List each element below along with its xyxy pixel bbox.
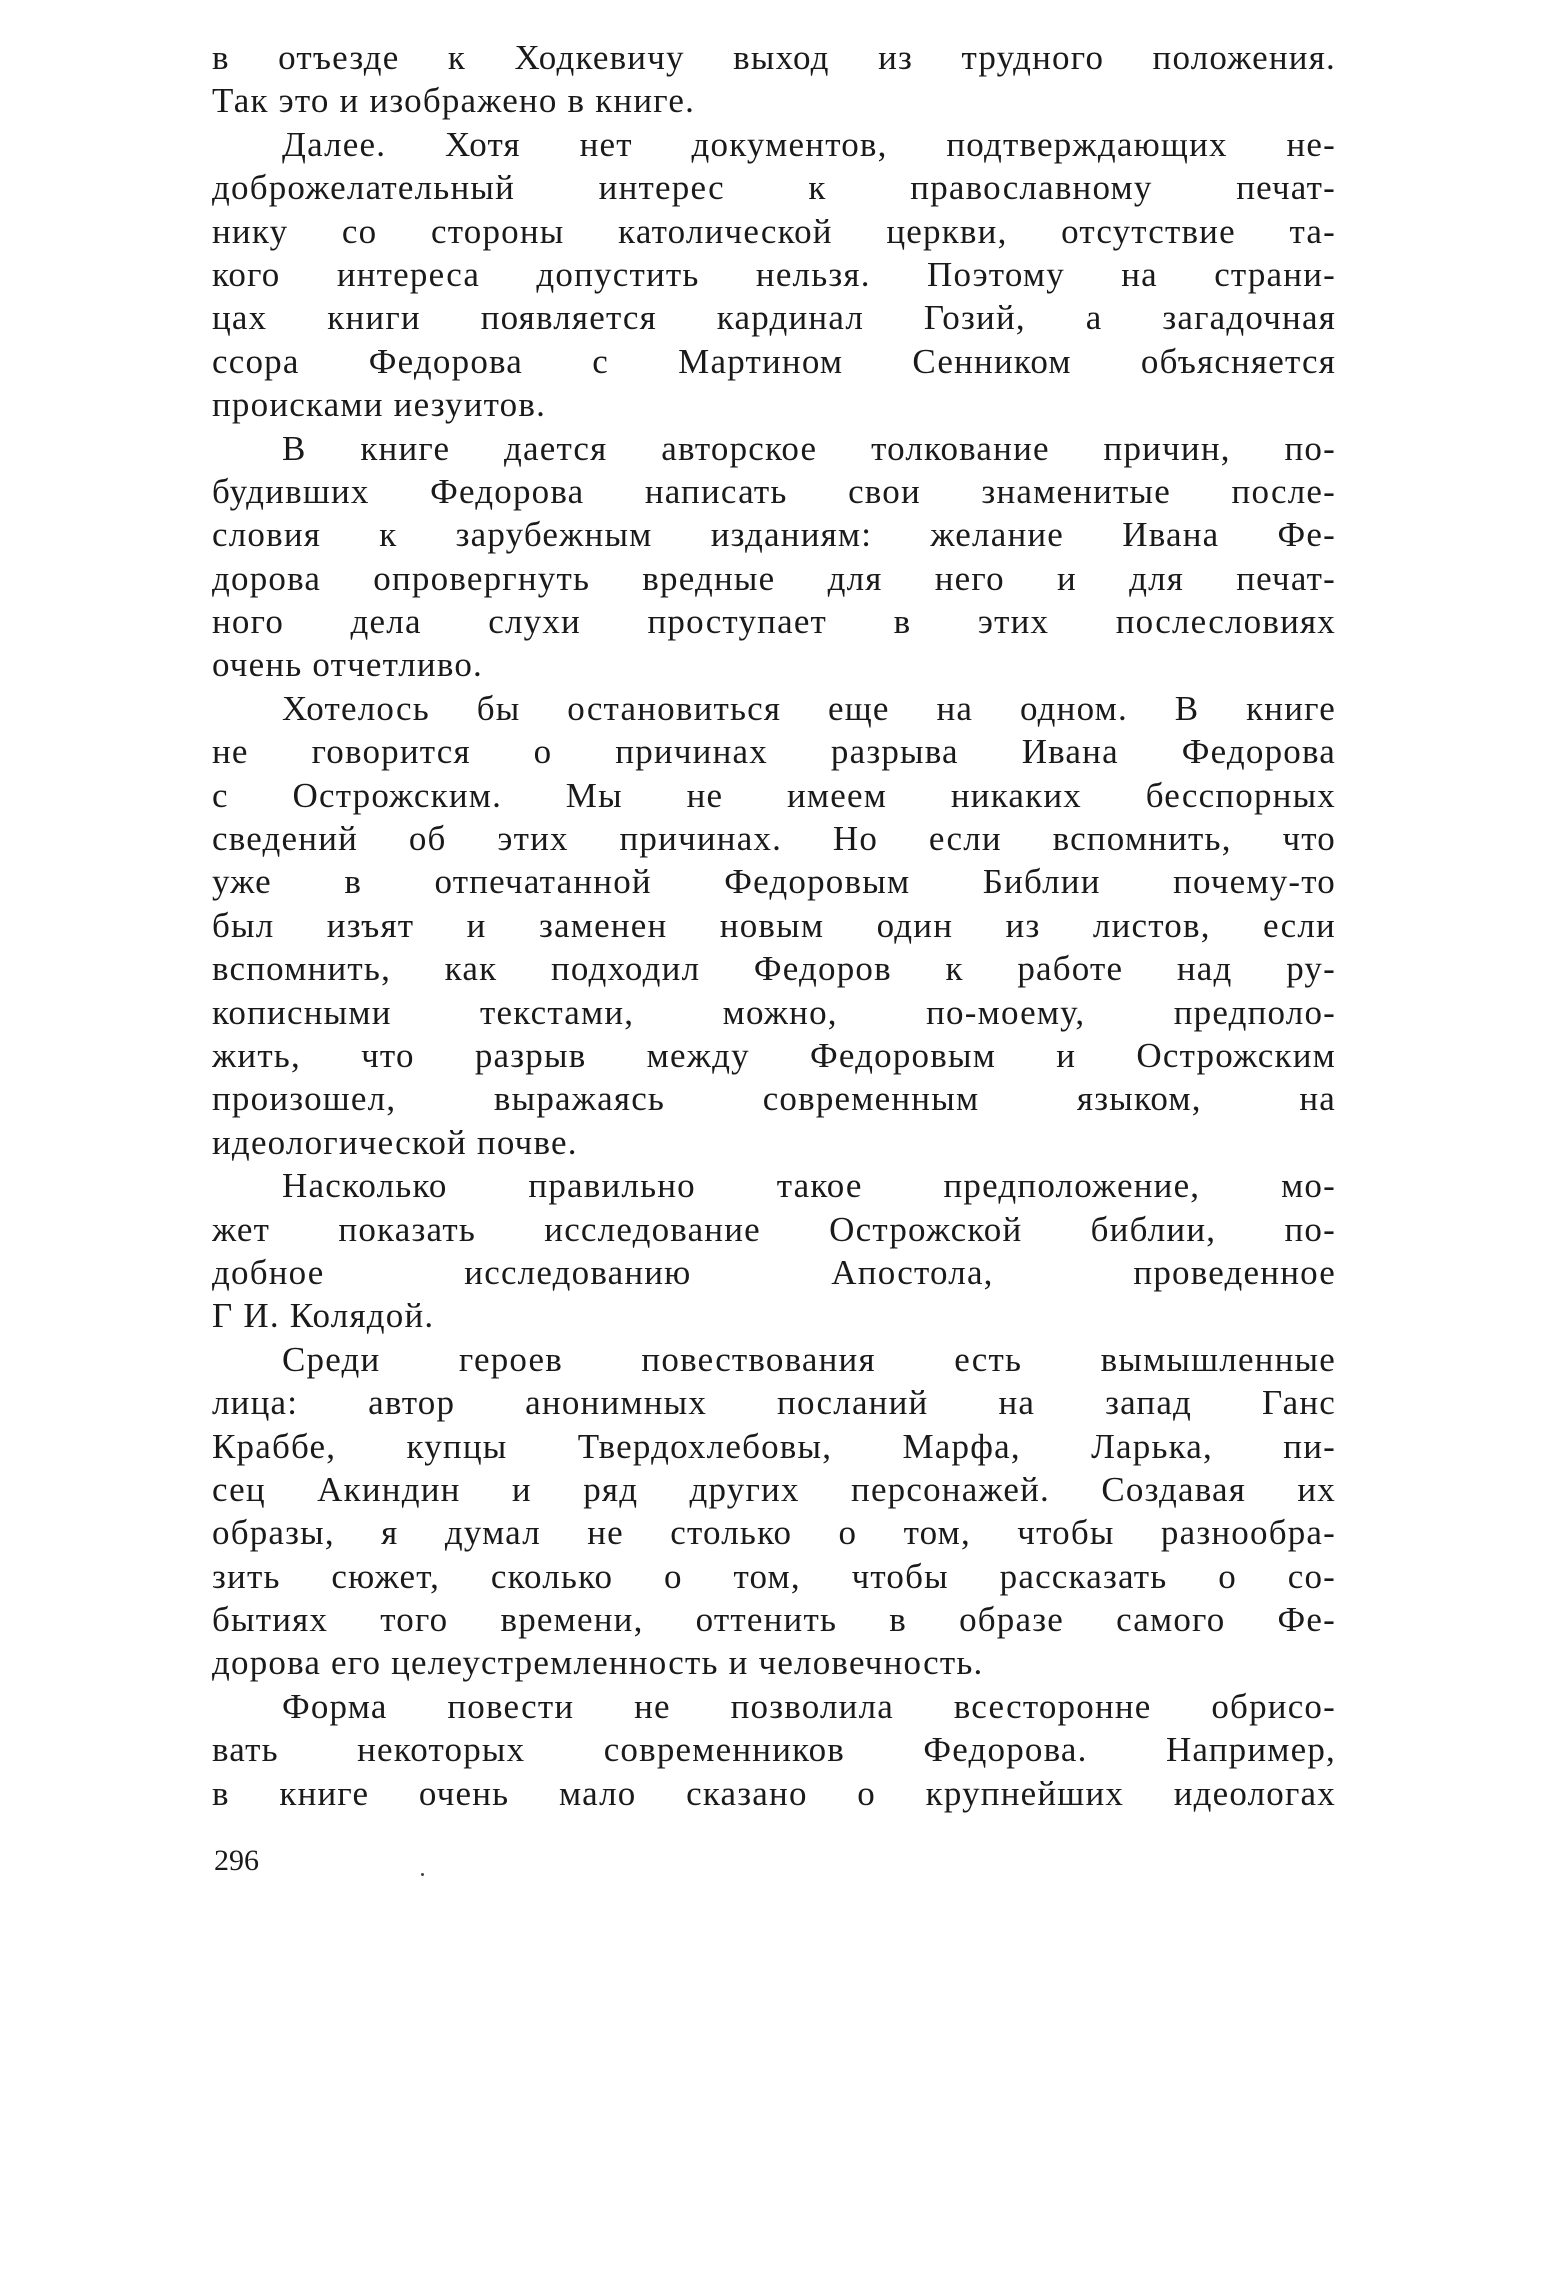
text-line: Хотелось бы остановиться еще на одном. В книге (282, 688, 1336, 728)
text-line: зить сюжет, сколько о том, чтобы рассказать о со- (212, 1556, 1336, 1596)
text-line: кого интереса допустить нельзя. Поэтому на страни- (212, 254, 1336, 294)
text-line: Форма повести не позволила всесторонне обрисо- (282, 1686, 1336, 1726)
text-line: сведений об этих причинах. Но если вспомнить, что (212, 819, 1336, 859)
text-line: произошел, выражаясь современным языком, на (212, 1079, 1336, 1119)
text-line: нику со стороны католической церкви, отсутствие та- (212, 211, 1336, 251)
text-line: ссора Федорова с Мартином Сенником объясняется (212, 341, 1336, 381)
page-number: 296 (214, 1844, 259, 1877)
text-line: жить, что разрыв между Федоровым и Острожским (212, 1035, 1336, 1075)
text-line: кописными текстами, можно, по-моему, предполо- (212, 992, 1336, 1032)
text-line: очень отчетливо. (212, 645, 484, 685)
text-line: сец Акиндин и ряд других персонажей. Создавая их (212, 1469, 1336, 1509)
text-line: доброжелательный интерес к православному печат- (212, 168, 1336, 208)
text-line: будивших Федорова написать свои знаменитые после- (212, 471, 1336, 511)
text-line: Г И. Колядой. (212, 1296, 435, 1336)
text-line: ного дела слухи проступает в этих послесловиях (212, 602, 1336, 642)
text-line: был изъят и заменен новым один из листов, если (212, 905, 1336, 945)
text-line: Краббе, купцы Твердохлебовы, Марфа, Ларька, пи- (212, 1426, 1336, 1466)
text-line: вспомнить, как подходил Федоров к работе над ру- (212, 949, 1336, 989)
text-line: дорова его целеустремленность и человечность. (212, 1643, 984, 1683)
print-speck (421, 1873, 424, 1876)
text-line: образы, я думал не столько о том, чтобы разнообра- (212, 1513, 1336, 1553)
text-line: в книге очень мало сказано о крупнейших идеологах (212, 1773, 1336, 1813)
text-line: вать некоторых современников Федорова. Например, (212, 1730, 1336, 1770)
text-line: в отъезде к Ходкевичу выход из трудного положения. (212, 38, 1336, 77)
text-line: В книге дается авторское толкование причин, по- (282, 428, 1336, 468)
text-line: уже в отпечатанной Федоровым Библии почему-то (212, 862, 1336, 902)
text-line: словия к зарубежным изданиям: желание Ивана Фе- (212, 515, 1336, 555)
text-line: происками иезуитов. (212, 385, 547, 425)
text-line: жет показать исследование Острожской библии, по- (212, 1209, 1336, 1249)
text-line: дорова опровергнуть вредные для него и для печат- (212, 558, 1336, 598)
text-line: добное исследованию Апостола, проведенное (212, 1252, 1336, 1292)
body-text (212, 36, 1336, 1815)
text-line: идеологической почве. (212, 1122, 578, 1162)
text-line: не говорится о причинах разрыва Ивана Федорова (212, 732, 1336, 772)
text-line: лица: автор анонимных посланий на запад Ганс (212, 1383, 1336, 1423)
text-line: Среди героев повествования есть вымышленные (282, 1339, 1336, 1379)
text-line: с Острожским. Мы не имеем никаких бесспорных (212, 775, 1336, 815)
text-line: бытиях того времени, оттенить в образе самого Фе- (212, 1600, 1336, 1640)
text-line: Так это и изображено в книге. (212, 81, 696, 121)
text-line: Далее. Хотя нет документов, подтверждающих не- (282, 124, 1336, 164)
text-line: цах книги появляется кардинал Гозий, а загадочная (212, 298, 1336, 338)
text-line: Насколько правильно такое предположение, мо- (282, 1166, 1336, 1206)
